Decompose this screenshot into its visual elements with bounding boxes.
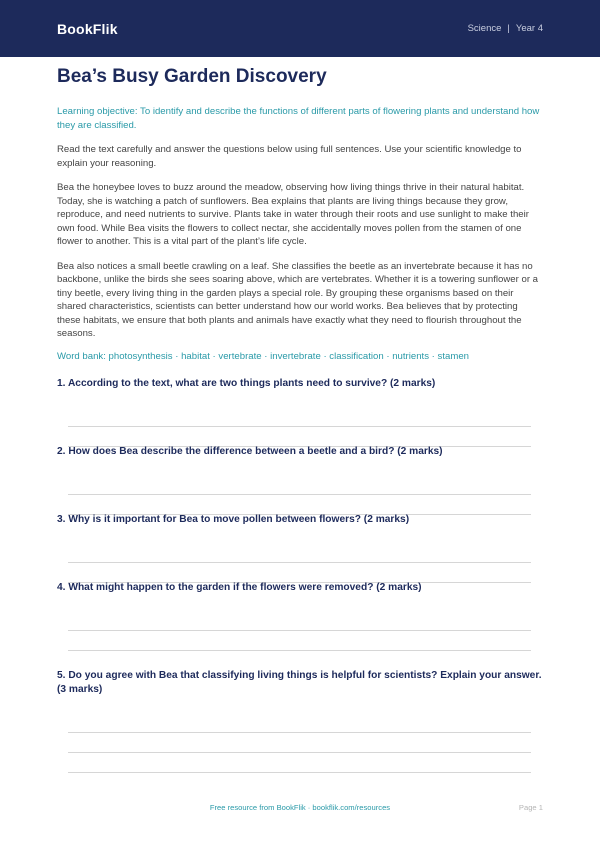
word-bank: Word bank: photosynthesis · habitat · vertebrate · invertebrate · classification · nutrients · stamen <box>57 350 470 362</box>
year-label: Year 4 <box>515 23 543 34</box>
page-title: Bea’s Busy Garden Discovery <box>57 66 327 87</box>
answer-line[interactable] <box>68 752 531 753</box>
answer-line[interactable] <box>68 772 531 773</box>
answer-line[interactable] <box>68 650 531 651</box>
question-4: 4. What might happen to the garden if the flowers were removed? (2 marks) <box>57 582 422 593</box>
footer-credit-link[interactable]: Free resource from BookFlik · bookflik.com/resources <box>209 803 391 812</box>
meta-separator: | <box>507 23 510 34</box>
page-header <box>0 0 600 57</box>
question-3: 3. Why is it important for Bea to move pollen between flowers? (2 marks) <box>57 514 410 525</box>
answer-line[interactable] <box>68 732 531 733</box>
learning-objective: Learning objective: To identify and describe the functions of different parts of flowering plants and understand how they are classified. <box>57 106 540 131</box>
question-2: 2. How does Bea describe the difference between a beetle and a bird? (2 marks) <box>57 446 443 457</box>
passage-paragraph-2: Bea also notices a small beetle crawling on a leaf. She classifies the beetle as an invertebrate because it has no backbone, unlike the birds she sees soaring above, which are vertebrates. Whether it is a towering sunflower or a tiny beetle, every living thing in the garden plays a special role. By grouping these organisms based on their shared characteristics, scientists can better understand how our world works. Bea believes that by protecting these habitats, we ensure that both plants and animals have exactly what they need to flourish throughout the seasons. <box>57 260 539 339</box>
answer-line[interactable] <box>68 630 531 631</box>
worksheet-body <box>57 64 543 362</box>
question-5: 5. Do you agree with Bea that classifying living things is helpful for scientists? Explain your answer. (3 marks) <box>57 670 542 695</box>
answer-line[interactable] <box>68 494 531 495</box>
answer-line[interactable] <box>68 562 531 563</box>
question-1: 1. According to the text, what are two things plants need to survive? (2 marks) <box>57 378 436 389</box>
page-number: Page 1 <box>518 803 543 812</box>
instructions: Read the text carefully and answer the questions below using full sentences. Use your scientific knowledge to explain your reasoning. <box>57 144 522 169</box>
subject-meta <box>468 23 543 34</box>
brand-logo: BookFlik <box>57 20 118 37</box>
subject-label: Science <box>467 23 502 34</box>
answer-line[interactable] <box>68 426 531 427</box>
passage-paragraph-1: Bea the honeybee loves to buzz around the meadow, observing how living things thrive in their natural habitat. Today, she is watching a patch of sunflowers. Bea explains that plants are living things because they grow, reproduce, and need nutrients to survive. Plants take in water through their roots and use sunlight to make their own food. While Bea visits the flowers to collect nectar, she accidentally moves pollen from the stamen of one flower to another. This is a vital part of the plant’s life cycle. <box>57 182 529 247</box>
